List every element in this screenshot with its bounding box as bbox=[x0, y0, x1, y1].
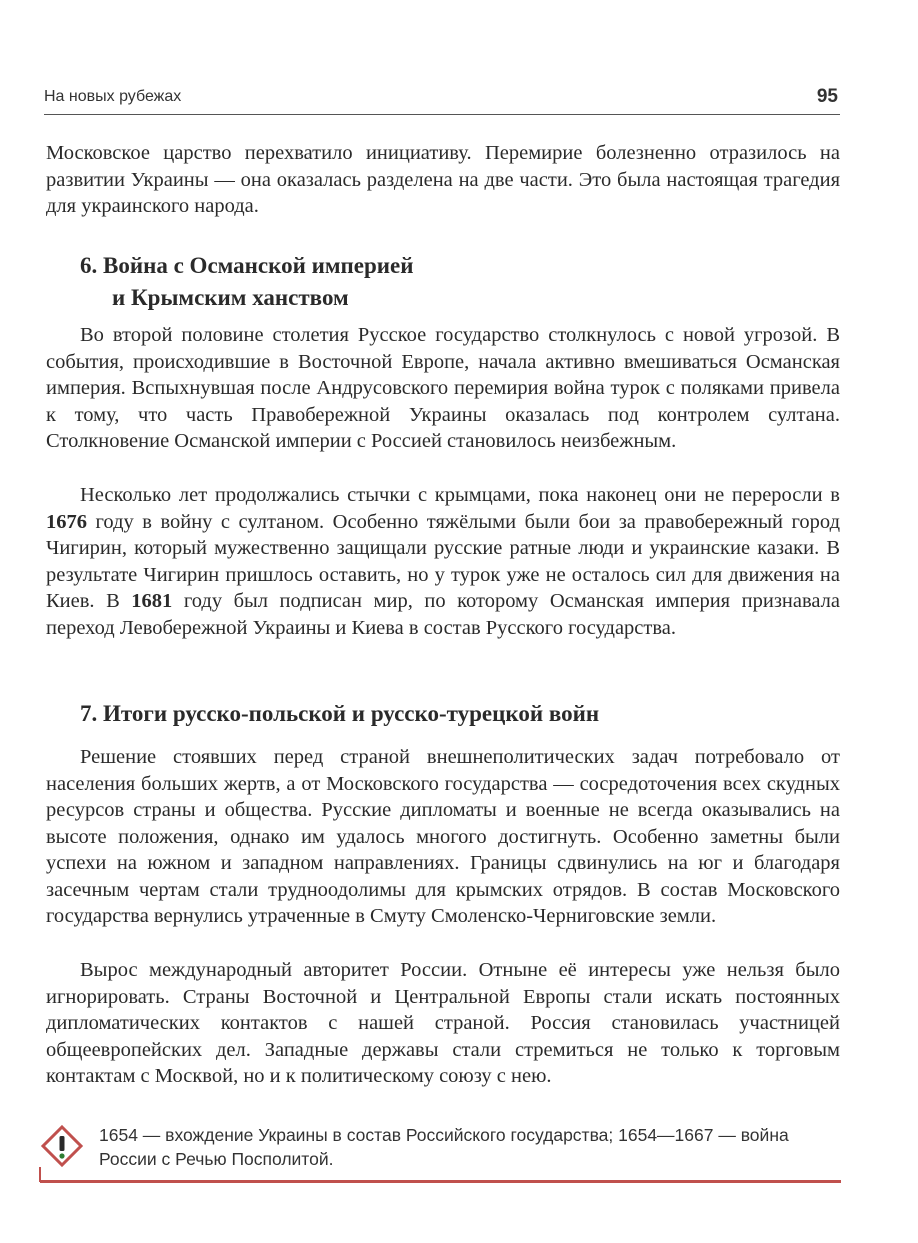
section-6-paragraph-1: Во второй половине столетия Русское государство столкнулось с новой угрозой. В события, происходившие в Восточной Европе, начала активно вмешиваться Османская империя. Вспыхнувшая после Андрусовского перемирия война турок с поляками привела к тому, что часть Правобережной Украины оказалась под контролем султана. Столкновение Османской империи с Россией становилось неизбежным. bbox=[46, 324, 840, 452]
paragraph-text: году в войну с султаном. Особенно тяжёлыми были бои за правобережный город Чигирин, который мужественно защищали русские ратные люди и украинские казаки. В результате Чигирин пришлось оставить, но у турок уже не осталось сил для движения на Киев. В bbox=[46, 510, 840, 612]
year-1681: 1681 bbox=[131, 590, 173, 612]
section-6-heading-line2: и Крымским ханством bbox=[112, 285, 349, 310]
paragraph-text: Несколько лет продолжались стычки с крымцами, пока наконец они не переросли в bbox=[80, 484, 840, 506]
key-dates-note bbox=[36, 1120, 842, 1180]
running-title: На новых рубежах bbox=[44, 88, 182, 105]
section-7-paragraph-1: Решение стоявших перед страной внешнеполитических задач потребовало от населения больших жертв, а от Московского государства — сосредоточения всех скудных ресурсов страны и общества. Русские дипломаты и военные не всегда оказывались на высоте положения, однако им удалось многого достигнуть. Особенно заметны были успехи на южном и западном направлениях. Границы сдвинулись на юг и благодаря засечным чертам стали трудноодолимы для крымских отрядов. В состав Московского государства вернулись утраченные в Смуту Смоленско-Черниговские земли. bbox=[46, 746, 840, 927]
year-1676: 1676 bbox=[46, 510, 87, 533]
paragraph-text: году был подписан мир, по которому Османская империя признавала переход Левобережной Украины и Киева в состав Русского государства. bbox=[46, 590, 840, 639]
note-underline bbox=[40, 1180, 841, 1183]
intro-paragraph: Московское царство перехватило инициативу. Перемирие болезненно отразилось на развитии Украины — она оказалась разделена на две части. Это была настоящая трагедия для украинского народа. bbox=[46, 142, 840, 217]
running-header bbox=[44, 86, 840, 115]
section-6-paragraph-2 bbox=[46, 482, 840, 641]
section-6-heading-line1: 6. Война с Османской империей bbox=[80, 253, 414, 278]
key-dates-text: 1654 — вхождение Украины в состав Российского государства; 1654—1667 — война России с Речью Посполитой. bbox=[99, 1125, 789, 1169]
page-number: 95 bbox=[816, 86, 838, 107]
warning-diamond-icon bbox=[40, 1124, 84, 1168]
section-7-heading: 7. Итоги русско-польской и русско-турецкой войн bbox=[80, 701, 600, 726]
section-7-paragraph-2: Вырос международный авторитет России. Отныне её интересы уже нельзя было игнорировать. Страны Восточной и Центральной Европы стали искать постоянных дипломатических контактов с нашей страной. Россия становилась участницей общеевропейских дел. Западные державы стали стремиться не только к торговым контактам с Москвой, но и к политическому союзу с нею. bbox=[46, 959, 840, 1087]
section-6-heading bbox=[80, 250, 413, 314]
